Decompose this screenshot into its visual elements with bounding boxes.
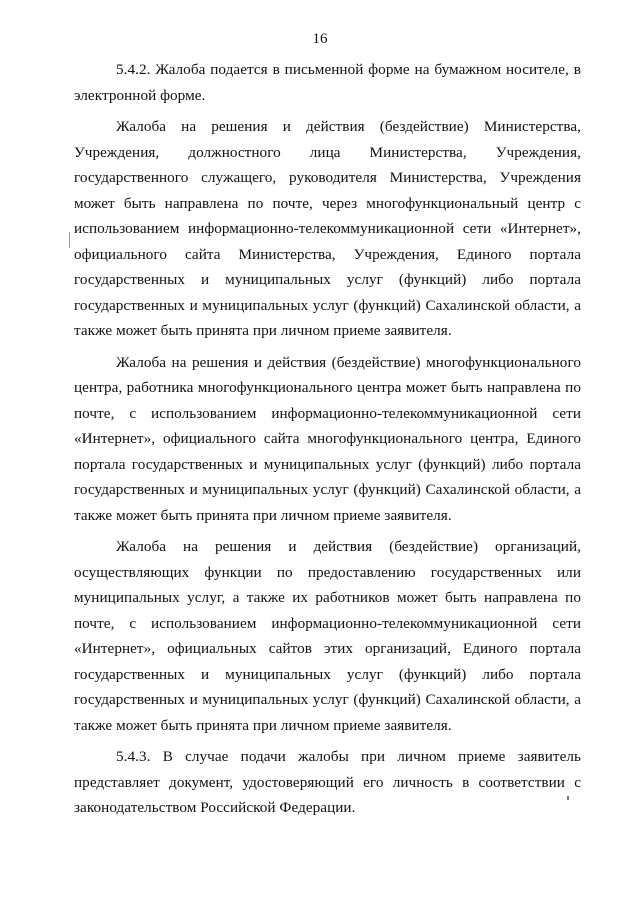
paragraph-complaint-organizations: Жалоба на решения и действия (бездействие) организаций, осуществляющих функции по предоставлению государственных или муниципальных услуг, а также их работников может быть направлена по почте, с использованием информационно-телекоммуникационной сети «Интернет», официальных сайтов этих организаций, Единого портала государственных и муниципальных услуг (функций) либо портала государственных и муниципальных услуг (функций) Сахалинской области, а также может быть принята при личном приеме заявителя.	[74, 538, 581, 734]
scan-artifact-line	[69, 232, 70, 248]
paragraph-complaint-mfc: Жалоба на решения и действия (бездействие) многофункционального центра, работника многофункционального центра может быть направлена по почте, с использованием информационно-телекоммуникационной сети «Интернет», официального сайта многофункционального центра, Единого портала государственных и муниципальных услуг (функций) либо портала государственных и муниципальных услуг (функций) Сахалинской области, а также может быть принята при личном приеме заявителя.	[74, 353, 581, 524]
page-number: 16	[312, 31, 328, 47]
paragraph-complaint-ministry: Жалоба на решения и действия (бездействие) Министерства, Учреждения, должностного лица Министерства, Учреждения, государственного служащего, руководителя Министерства, Учреждения может быть направлена по почте, через многофункциональный центр с использованием информационно-телекоммуникационной сети «Интернет», официального сайта Министерства, Учреждения, Единого портала государственных и муниципальных услуг (функций) либо портала государственных и муниципальных услуг (функций) Сахалинской области, а также может быть принята при личном приеме заявителя.	[74, 118, 581, 339]
scan-artifact-dot	[567, 796, 569, 800]
paragraph-5-4-3: 5.4.3. В случае подачи жалобы при личном приеме заявитель представляет документ, удостоверяющий его личность в соответствии с законодательством Российской Федерации.	[74, 748, 581, 816]
document-body	[74, 57, 581, 821]
paragraph-5-4-2: 5.4.2. Жалоба подается в письменной форме на бумажном носителе, в электронной форме.	[74, 61, 581, 104]
